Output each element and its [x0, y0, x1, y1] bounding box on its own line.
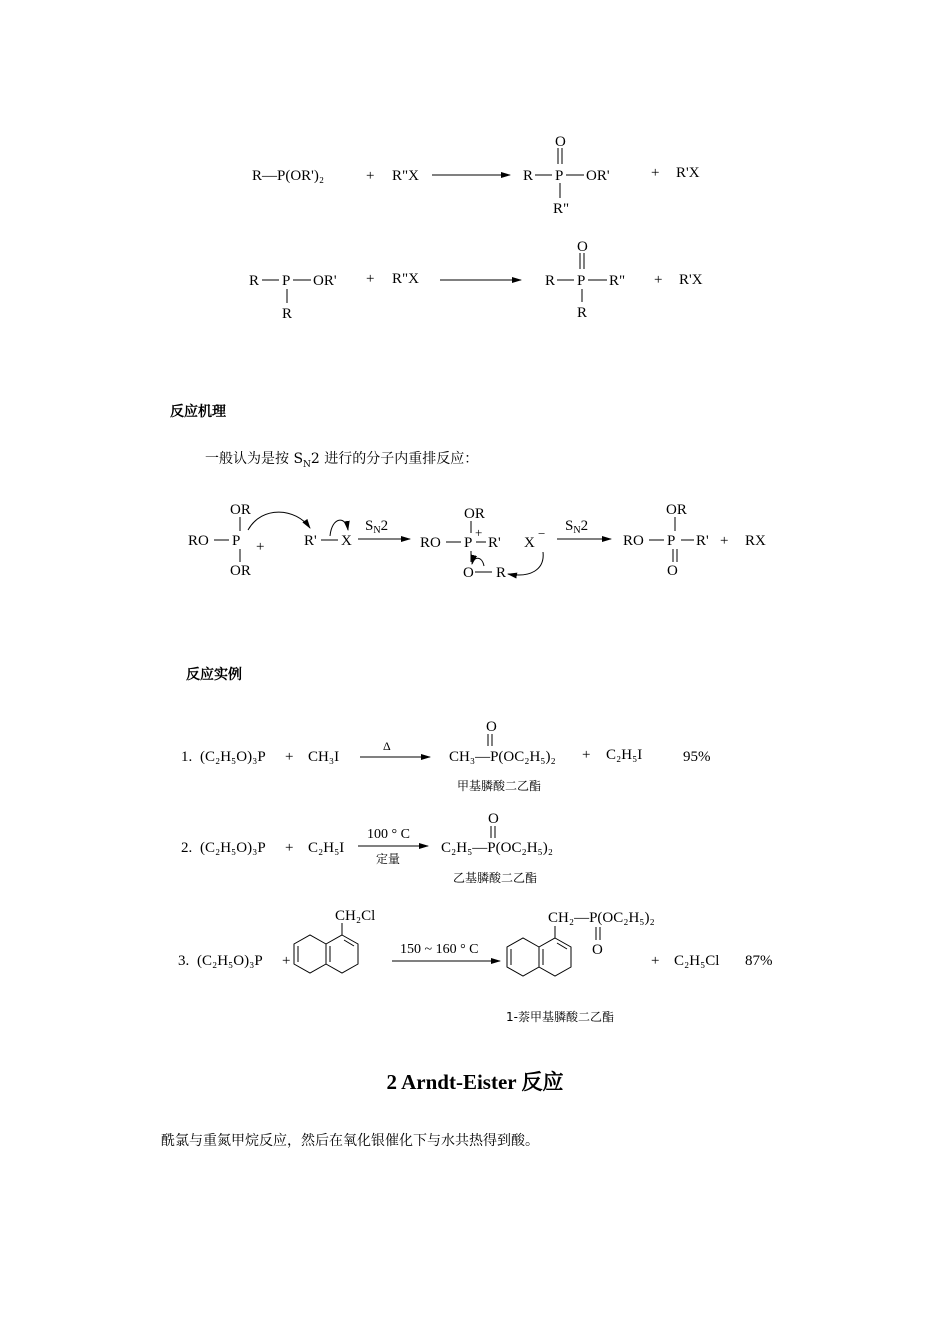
ex1-product-name: 甲基膦酸二乙酯 — [457, 779, 542, 793]
mech-s3-r: R' — [696, 533, 709, 549]
mech-s3-top: OR — [666, 502, 687, 518]
eq1-plus: + — [366, 168, 375, 184]
ex2-reactant: (C₂H₅O)₃P — [200, 840, 266, 856]
equation-2 — [249, 239, 703, 322]
ex2-product-name: 乙基膦酸二乙酯 — [453, 871, 538, 885]
eq1-product-r: R — [523, 168, 534, 184]
eq1-product-p: P — [555, 168, 564, 184]
ex2-product: C₂H₅—P(OC₂H₅)₂ — [441, 840, 553, 856]
mech-s3-plus: + — [720, 533, 729, 549]
ex2-condition-bottom: 定量 — [376, 852, 401, 866]
eq2-product-sub: R — [577, 305, 588, 321]
ex3-product-sub: CH₂—P(OC₂H₅)₂ — [548, 910, 655, 926]
ex1-product-o: O — [486, 719, 497, 735]
ex3-condition: 150 ~ 160 ° C — [400, 942, 479, 957]
mech-s1-rprime: R' — [304, 533, 317, 549]
mech-s2-charge: + — [475, 525, 483, 540]
ex3-product-name: 1-萘甲基膦酸二乙酯 — [506, 1010, 614, 1024]
mech-s3-left: RO — [623, 533, 644, 549]
eq2-reagent: R"X — [392, 271, 419, 287]
ex2-condition-top: 100 ° C — [367, 827, 410, 842]
eq2-plus2: + — [654, 272, 663, 288]
section2-text: 酰氯与重氮甲烷反应，然后在氧化银催化下与水共热得到酸。 — [161, 1133, 539, 1149]
mechanism-intro-post: 2 进行的分子内重排反应： — [310, 451, 479, 467]
ex1-plus: + — [285, 749, 294, 765]
mechanism-heading: 反应机理 — [170, 404, 226, 420]
eq1-plus2: + — [651, 165, 660, 181]
ex3-reactant: (C₂H₅O)₃P — [197, 953, 263, 969]
ex2-num: 2. — [181, 840, 193, 856]
ex1-byproduct: C₂H₅I — [606, 747, 643, 763]
mech-s2-top: OR — [464, 506, 485, 522]
example-1 — [181, 719, 711, 793]
eq2-reactant-sub: R — [282, 306, 293, 322]
mech-s3-rx: RX — [745, 533, 766, 549]
section2-title: 2 Arndt-Eister 反应 — [386, 1070, 564, 1094]
eq2-product-o: O — [577, 239, 588, 255]
ex1-yield: 95% — [683, 749, 711, 765]
mech-s2-xcharge: − — [538, 526, 546, 541]
example-3 — [178, 908, 773, 1024]
eq2-reactant-p: P — [282, 273, 291, 289]
mech-s2-r: R' — [488, 535, 501, 551]
eq1-reagent: R"X — [392, 168, 419, 184]
ex3-product-o: O — [592, 942, 603, 958]
eq2-reactant-or: OR' — [313, 273, 337, 289]
ex3-plus: + — [282, 953, 291, 969]
equation-1 — [252, 134, 700, 217]
mech-s2-or: R — [496, 565, 507, 581]
ex2-product-o: O — [488, 811, 499, 827]
eq1-product-sub: R" — [553, 201, 570, 217]
mech-s1-bottom: OR — [230, 563, 251, 579]
mech-s3-p: P — [667, 533, 676, 549]
mechanism-intro-pre: 一般认为是按 S — [205, 451, 304, 467]
mech-s1-left: RO — [188, 533, 209, 549]
eq1-reactant: R—P(OR')₂ — [252, 168, 325, 184]
ex3-byproduct: C₂H₅Cl — [674, 953, 720, 969]
mech-s1-x: X — [341, 533, 352, 549]
mech-s2-left: RO — [420, 535, 441, 551]
eq2-byproduct: R'X — [679, 272, 703, 288]
ex3-plus2: + — [651, 953, 660, 969]
eq2-plus: + — [366, 271, 375, 287]
mech-arrow2-label: $S_N2$ — [565, 518, 589, 536]
example-2 — [181, 811, 553, 885]
eq2-product-p: P — [577, 273, 586, 289]
naphthalene-reactant — [294, 923, 358, 973]
eq1-product-o: O — [555, 134, 566, 150]
mech-plus: + — [256, 539, 265, 555]
ex1-product: CH₃—P(OC₂H₅)₂ — [449, 749, 556, 765]
mech-s1-top: OR — [230, 502, 251, 518]
examples-heading: 反应实例 — [186, 667, 242, 683]
eq1-byproduct: R'X — [676, 165, 700, 181]
ex1-num: 1. — [181, 749, 193, 765]
mech-s2-o: O — [463, 565, 474, 581]
ex1-plus2: + — [582, 747, 591, 763]
ex3-num: 3. — [178, 953, 190, 969]
naphthalene-product — [507, 926, 571, 976]
mech-s2-x: X — [524, 535, 535, 551]
mech-s3-o: O — [667, 563, 678, 579]
mech-s2-p: P — [464, 535, 473, 551]
ex3-yield: 87% — [745, 953, 773, 969]
ex1-condition: Δ — [383, 739, 391, 753]
ex1-reagent: CH₃I — [308, 749, 340, 765]
ex1-reactant: (C₂H₅O)₃P — [200, 749, 266, 765]
eq2-product-r2: R" — [609, 273, 626, 289]
ex3-reagent-sub: CH₂Cl — [335, 908, 376, 924]
mechanism-intro — [205, 448, 478, 470]
mechanism-scheme — [188, 502, 766, 581]
mechanism-intro-sub: N — [303, 459, 311, 470]
ex2-plus: + — [285, 840, 294, 856]
eq1-product-or: OR' — [586, 168, 610, 184]
eq2-reactant-r: R — [249, 273, 260, 289]
ex2-reagent: C₂H₅I — [308, 840, 345, 856]
mech-arrow1-label: $S_N2$ — [365, 518, 389, 536]
eq2-product-r: R — [545, 273, 556, 289]
mech-s1-p: P — [232, 533, 241, 549]
